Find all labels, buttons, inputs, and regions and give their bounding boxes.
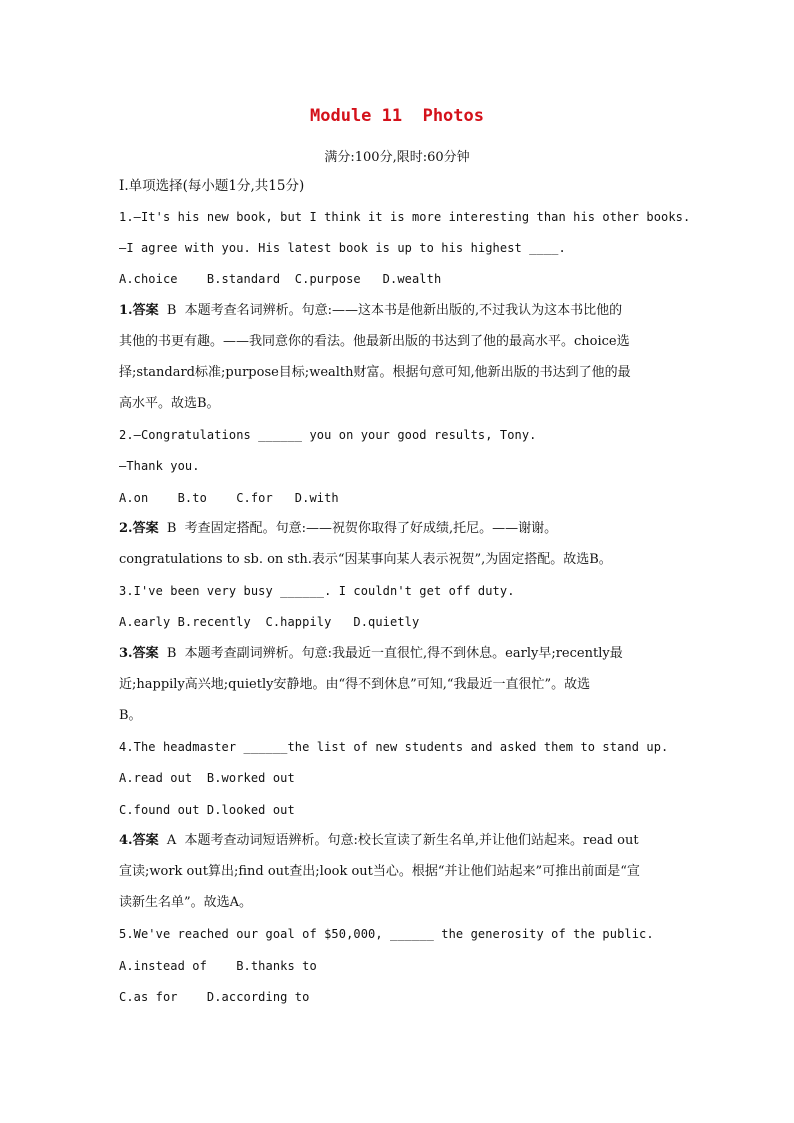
answer-4-label: 4.答案 xyxy=(119,833,159,848)
answer-3-label: 3.答案 xyxy=(119,646,159,661)
page-subtitle: 满分:100分,限时:60分钟 xyxy=(324,150,470,165)
question-3-line-1: 3.I've been very busy ______. I couldn't get off duty. xyxy=(119,584,515,598)
answer-4-line-1 xyxy=(119,832,679,850)
question-4-line-1: 4.The headmaster ______the list of new students and asked them to stand up. xyxy=(119,740,669,754)
question-2-options: A.on B.to C.for D.with xyxy=(119,491,339,505)
question-5-options-1: A.instead of B.thanks to xyxy=(119,959,317,973)
answer-1-line-4: 高水平。故选B。 xyxy=(119,396,220,411)
answer-4-text: A 本题考查动词短语辨析。句意:校长宣读了新生名单,并让他们站起来。read out xyxy=(158,833,639,848)
question-1-line-1: 1.—It's his new book, but I think it is more interesting than his other books. xyxy=(119,210,691,224)
answer-2-label: 2.答案 xyxy=(119,521,159,536)
answer-4-line-3: 读新生名单”。故选A。 xyxy=(119,895,253,910)
question-4-options-2: C.found out D.looked out xyxy=(119,803,295,817)
section-heading: Ⅰ.单项选择(每小题1分,共15分) xyxy=(119,178,305,194)
answer-4-line-2: 宣读;work out算出;find out查出;look out当心。根据“并让他们站起来”可推出前面是“宣 xyxy=(119,864,640,879)
question-4-options-1: A.read out B.worked out xyxy=(119,771,295,785)
question-2-line-1: 2.—Congratulations ______ you on your good results, Tony. xyxy=(119,428,537,442)
question-5-line-1: 5.We've reached our goal of $50,000, ______ the generosity of the public. xyxy=(119,927,654,941)
answer-1-label: 1.答案 xyxy=(119,303,159,318)
question-3-options: A.early B.recently C.happily D.quietly xyxy=(119,615,420,629)
answer-3-line-3: B。 xyxy=(119,708,142,723)
answer-2-line-2: congratulations to sb. on sth.表示“因某事向某人表示祝贺”,为固定搭配。故选B。 xyxy=(119,552,612,567)
answer-1-line-1 xyxy=(119,302,679,320)
answer-3-line-2: 近;happily高兴地;quietly安静地。由“得不到休息”可知,“我最近一直很忙”。故选 xyxy=(119,677,591,692)
answer-3-text: B 本题考查副词辨析。句意:我最近一直很忙,得不到休息。early早;recently最 xyxy=(158,646,623,661)
question-1-line-2: —I agree with you. His latest book is up to his highest ____. xyxy=(119,241,566,255)
answer-2-text: B 考查固定搭配。句意:——祝贺你取得了好成绩,托尼。——谢谢。 xyxy=(158,521,558,536)
question-1-options: A.choice B.standard C.purpose D.wealth xyxy=(119,272,442,286)
answer-1-line-2: 其他的书更有趣。——我同意你的看法。他最新出版的书达到了他的最高水平。choice选 xyxy=(119,334,630,349)
page-title: Module 11 Photos xyxy=(310,106,484,126)
answer-2-line-1 xyxy=(119,520,679,538)
answer-1-text: B 本题考查名词辨析。句意:——这本书是他新出版的,不过我认为这本书比他的 xyxy=(158,303,623,318)
answer-3-line-1 xyxy=(119,645,679,663)
question-2-line-2: —Thank you. xyxy=(119,459,200,473)
answer-1-line-3: 择;standard标准;purpose目标;wealth财富。根据句意可知,他新出版的书达到了他的最 xyxy=(119,365,631,380)
question-5-options-2: C.as for D.according to xyxy=(119,990,310,1004)
